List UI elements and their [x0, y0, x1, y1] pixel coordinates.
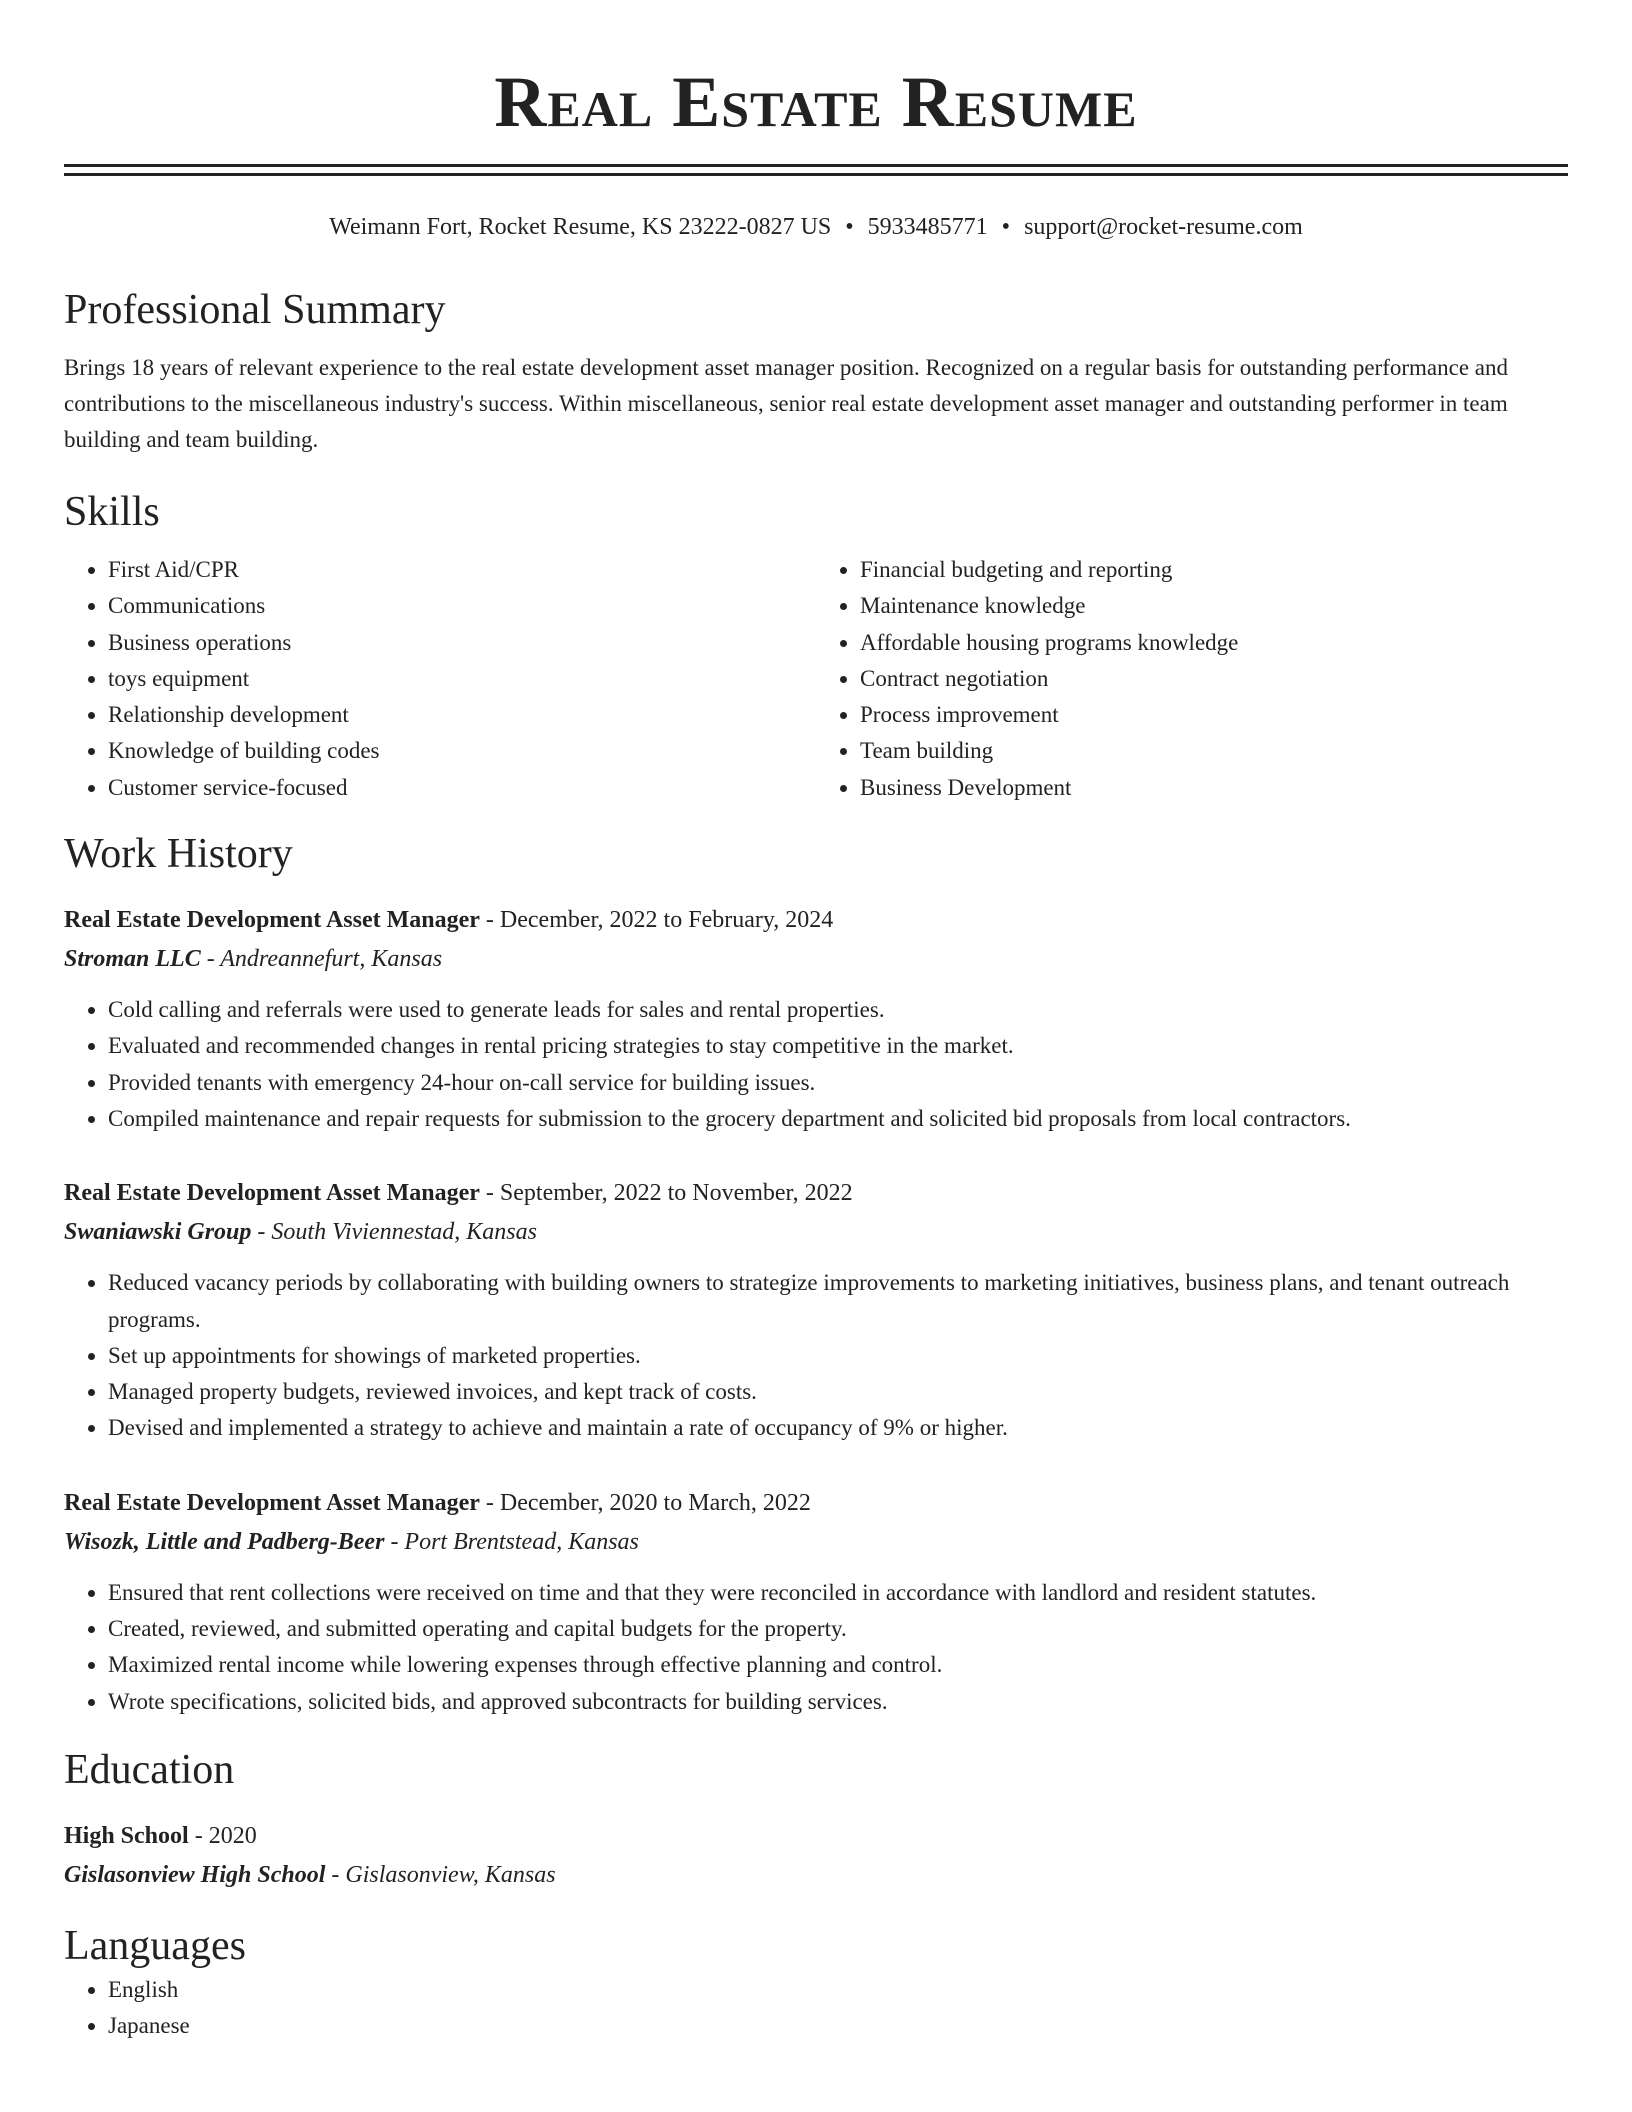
contact-separator: • [845, 214, 854, 240]
contact-email: support@rocket-resume.com [1024, 214, 1303, 240]
skill-item: • Business Development [860, 770, 1568, 806]
job-duty: • Evaluated and recommended changes in rental pricing strategies to stay competitive in the market. [108, 1028, 1568, 1064]
skill-item: • Financial budgeting and reporting [860, 552, 1568, 588]
job-entry [64, 900, 1568, 1137]
job-dates: - December, 2020 to March, 2022 [479, 1489, 811, 1516]
job-duties [64, 1265, 1568, 1446]
job-title: Real Estate Development Asset Manager [64, 1489, 480, 1516]
skills-list-right [816, 552, 1568, 806]
job-duty: • Reduced vacancy periods by collaborating with building owners to strategize improvements to marketing initiatives, business plans, and tenant outreach programs. [108, 1265, 1568, 1338]
skill-item: • Communications [108, 588, 816, 624]
skill-item: • Relationship development [108, 697, 816, 733]
work-history-heading: Work History [64, 831, 293, 878]
job-duties [64, 1575, 1568, 1720]
skill-item: • Process improvement [860, 697, 1568, 733]
summary-text: Brings 18 years of relevant experience to the real estate development asset manager position. Recognized on a regular basis for outstanding performance and contributions to the miscellaneous industry's success. Within miscellaneous, senior real estate development asset manager and outstanding performer in team building and team building. [64, 355, 1509, 452]
skill-item: • Affordable housing programs knowledge [860, 625, 1568, 661]
education-year: - 2020 [188, 1822, 257, 1849]
job-company: Stroman LLC [64, 946, 201, 973]
skill-item: • Contract negotiation [860, 661, 1568, 697]
resume-page [64, 0, 1568, 2045]
job-duty: • Wrote specifications, solicited bids, and approved subcontracts for building services. [108, 1684, 1568, 1720]
job-location: - Port Brentstead, Kansas [384, 1528, 639, 1555]
skill-item: • Maintenance knowledge [860, 588, 1568, 624]
job-company: Wisozk, Little and Padberg-Beer [64, 1528, 385, 1555]
job-duty: • Ensured that rent collections were received on time and that they were reconciled in accordance with landlord and resident statutes. [108, 1575, 1568, 1611]
job-company-line [64, 1213, 1568, 1251]
job-duty: • Provided tenants with emergency 24-hour on-call service for building issues. [108, 1065, 1568, 1101]
skill-item: • First Aid/CPR [108, 552, 816, 588]
job-title-line [64, 1173, 1568, 1213]
resume-title: Real Estate Resume [494, 62, 1138, 142]
job-title: Real Estate Development Asset Manager [64, 907, 480, 934]
skill-item: • toys equipment [108, 661, 816, 697]
job-duties [64, 992, 1568, 1137]
skills-list-left [64, 552, 816, 806]
job-dates: - December, 2022 to February, 2024 [479, 907, 834, 934]
contact-line [64, 212, 1568, 242]
skill-item: • Knowledge of building codes [108, 733, 816, 769]
job-duty: • Compiled maintenance and repair requests for submission to the grocery department and solicited bid proposals from local contractors. [108, 1101, 1568, 1137]
languages-list [64, 1972, 1568, 2045]
contact-address: Weimann Fort, Rocket Resume, KS 23222-0827 US [329, 214, 832, 240]
job-location: - Andreannefurt, Kansas [200, 946, 443, 973]
job-duty: • Set up appointments for showings of marketed properties. [108, 1338, 1568, 1374]
education-school: Gislasonview High School [64, 1861, 326, 1888]
languages-heading: Languages [64, 1922, 246, 1969]
skill-item: • Team building [860, 733, 1568, 769]
skill-item: • Customer service-focused [108, 770, 816, 806]
education-heading: Education [64, 1746, 235, 1793]
language-item: • Japanese [108, 2008, 1568, 2044]
job-title-line [64, 1483, 1568, 1523]
job-title: Real Estate Development Asset Manager [64, 1180, 480, 1207]
job-company: Swaniawski Group [64, 1219, 252, 1246]
language-item: • English [108, 1972, 1568, 2008]
job-location: - South Viviennestad, Kansas [251, 1219, 537, 1246]
education-location: - Gislasonview, Kansas [325, 1861, 556, 1888]
education-degree: High School [64, 1822, 189, 1849]
job-dates: - September, 2022 to November, 2022 [479, 1180, 853, 1207]
skills-heading: Skills [64, 489, 160, 535]
job-duty: • Managed property budgets, reviewed invoices, and kept track of costs. [108, 1374, 1568, 1410]
title-divider-bottom [64, 173, 1568, 176]
job-title-line [64, 900, 1568, 940]
education-school-line [64, 1856, 1568, 1894]
job-entry [64, 1483, 1568, 1720]
contact-phone: 5933485771 [867, 214, 988, 240]
job-company-line [64, 940, 1568, 978]
job-company-line [64, 1523, 1568, 1561]
job-entry [64, 1173, 1568, 1446]
education-degree-line [64, 1816, 1568, 1856]
summary-heading: Professional Summary [64, 287, 446, 333]
skills-columns [64, 552, 1568, 806]
job-duty: • Created, reviewed, and submitted operating and capital budgets for the property. [108, 1611, 1568, 1647]
job-duty: • Cold calling and referrals were used to generate leads for sales and rental properties. [108, 992, 1568, 1028]
job-duty: • Maximized rental income while lowering expenses through effective planning and control. [108, 1647, 1568, 1683]
education-entry [64, 1816, 1568, 1894]
contact-separator: • [1001, 214, 1011, 240]
skill-item: • Business operations [108, 625, 816, 661]
job-duty: • Devised and implemented a strategy to achieve and maintain a rate of occupancy of 9% or higher. [108, 1410, 1568, 1446]
